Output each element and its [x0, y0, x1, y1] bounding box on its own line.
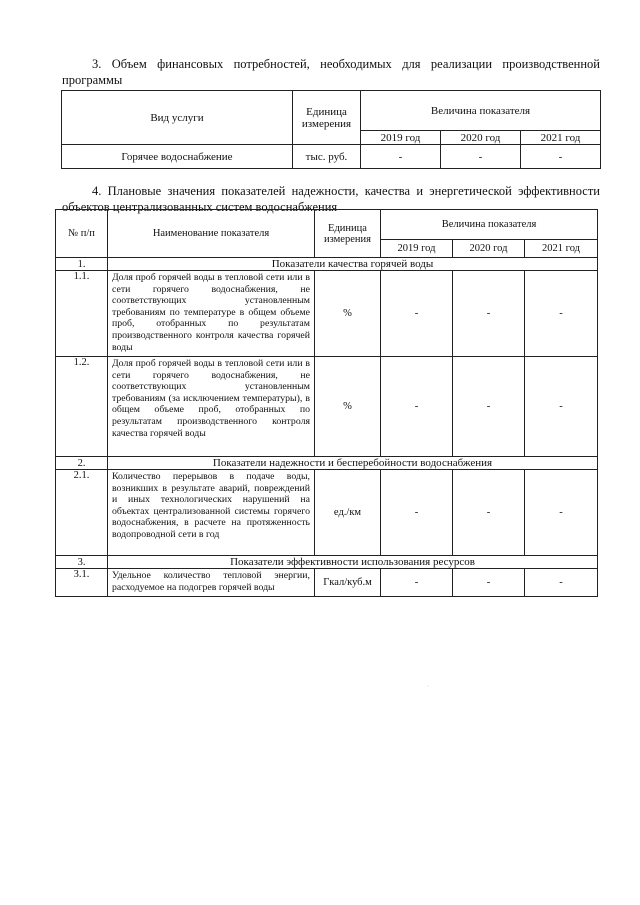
row-number: 3.1. — [56, 569, 108, 597]
table-row — [56, 271, 598, 357]
scan-speck: · — [427, 684, 429, 690]
section-row — [56, 457, 598, 470]
header-year: 2020 год — [453, 240, 525, 258]
value-cell: - — [525, 271, 598, 357]
header-unit: Единица измерения — [293, 91, 361, 145]
service-cell: Горячее водоснабжение — [62, 145, 293, 169]
table-row — [56, 357, 598, 457]
value-cell: - — [381, 271, 453, 357]
section-title: Показатели качества горячей воды — [108, 258, 598, 271]
section-4-heading: 4. Плановые значения показателей надежности, качества и энергетической эффективности объектов централизованных систем водоснабжения — [62, 183, 600, 214]
row-unit: ед./км — [315, 470, 381, 556]
value-cell: - — [361, 145, 441, 169]
value-cell: - — [525, 357, 598, 457]
row-number: 1.1. — [56, 271, 108, 357]
row-name: Доля проб горячей воды в тепловой сети или в сети горячего водоснабжения, не соответствующих установленным требованиям (за исключением температуры), в общем объеме проб, отобранных по результатам производственного контроля качества горячей воды — [108, 357, 315, 457]
table-header-row — [62, 91, 601, 131]
section-title: Показатели надежности и бесперебойности водоснабжения — [108, 457, 598, 470]
table-row — [56, 569, 598, 597]
table-row — [62, 145, 601, 169]
value-cell: - — [441, 145, 521, 169]
header-name: Наименование показателя — [108, 210, 315, 258]
value-cell: - — [453, 470, 525, 556]
section-row — [56, 258, 598, 271]
value-cell: - — [381, 569, 453, 597]
indicators-table — [55, 209, 598, 597]
row-name: Доля проб горячей воды в тепловой сети или в сети горячего водоснабжения, не соответствующих установленным требованиям по температуре в общем объеме проб, отобранных по результатам производственного контроля качества горячей воды — [108, 271, 315, 357]
header-value: Величина показателя — [381, 210, 598, 240]
value-cell: - — [453, 271, 525, 357]
row-name: Удельное количество тепловой энергии, расходуемое на подогрев горячей воды — [108, 569, 315, 597]
table-header-row — [56, 210, 598, 240]
unit-cell: тыс. руб. — [293, 145, 361, 169]
value-cell: - — [521, 145, 601, 169]
value-cell: - — [525, 569, 598, 597]
row-unit: % — [315, 271, 381, 357]
row-number: 1.2. — [56, 357, 108, 457]
row-name: Количество перерывов в подаче воды, возникших в результате аварий, повреждений и иных технологических нарушений на объектах централизованной системы горячего водоснабжения, в расчете на протяженность водопроводной сети в год — [108, 470, 315, 556]
section-3-heading: 3. Объем финансовых потребностей, необходимых для реализации производственной программы — [62, 56, 600, 87]
table-row — [56, 470, 598, 556]
value-cell: - — [381, 470, 453, 556]
value-cell: - — [381, 357, 453, 457]
row-number: 2.1. — [56, 470, 108, 556]
header-year: 2021 год — [525, 240, 598, 258]
row-unit: Гкал/куб.м — [315, 569, 381, 597]
header-unit: Единица измерения — [315, 210, 381, 258]
header-year: 2021 год — [521, 131, 601, 145]
financial-needs-table — [61, 90, 601, 169]
header-service: Вид услуги — [62, 91, 293, 145]
header-value: Величина показателя — [361, 91, 601, 131]
header-year: 2019 год — [361, 131, 441, 145]
row-unit: % — [315, 357, 381, 457]
section-number: 1. — [56, 258, 108, 271]
header-year: 2019 год — [381, 240, 453, 258]
section-title: Показатели эффективности использования ресурсов — [108, 556, 598, 569]
section-row — [56, 556, 598, 569]
value-cell: - — [453, 357, 525, 457]
value-cell: - — [525, 470, 598, 556]
header-year: 2020 год — [441, 131, 521, 145]
section-number: 3. — [56, 556, 108, 569]
section-number: 2. — [56, 457, 108, 470]
header-number: № п/п — [56, 210, 108, 258]
value-cell: - — [453, 569, 525, 597]
